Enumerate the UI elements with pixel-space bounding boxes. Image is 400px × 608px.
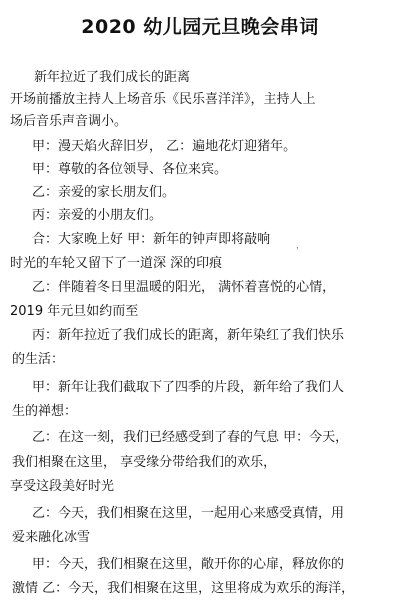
text-line: 时光的车轮又留下了一道深 深的印痕: [10, 256, 223, 271]
text-line: 激情 乙：今天，我们相聚在这里，这里将成为欢乐的海洋，: [12, 581, 355, 596]
text-line: 合：大家晚上好 甲：新年的钟声即将敲响: [32, 232, 271, 247]
text-line: 的生活：: [12, 352, 65, 367]
text-line: 甲：新年让我们截取下了四季的片段，新年给了我们人: [32, 380, 345, 395]
text-line: 丙：新年拉近了我们成长的距离，新年染红了我们快乐: [32, 328, 345, 343]
text-line: 乙：今天，我们相聚在这里，一起用心来感受真情，用: [32, 506, 345, 521]
text-line: 甲：尊敬的各位领导、各位来宾。: [32, 162, 228, 177]
text-line: 乙：亲爱的家长朋友们。: [32, 185, 176, 200]
stray-mark: ，: [296, 241, 306, 251]
text-line: 甲：今天，我们相聚在这里，敞开你的心扉，释放你的: [32, 557, 345, 572]
document-title: 2020 幼儿园元旦晚会串词: [81, 16, 319, 38]
text-line: 丙：亲爱的小朋友们。: [32, 208, 163, 223]
text-line: 生的禅想：: [12, 404, 78, 419]
text-line: 2019 年元旦如约而至: [10, 304, 139, 319]
text-line: 我们相聚在这里， 享受缘分带给我们的欢乐，: [12, 455, 277, 470]
text-line: 乙：伴随着冬日里温暖的阳光， 满怀着喜悦的心情，: [32, 280, 336, 295]
heading-line: 新年拉近了我们成长的距离: [34, 70, 191, 85]
text-line: 乙：在这一刻，我们已经感受到了春的气息 甲：今天，: [32, 430, 349, 445]
text-line: 开场前播放主持人上场音乐《民乐喜洋洋》，主持人上: [10, 92, 316, 107]
text-line: 场后音乐声音调小。: [10, 114, 128, 129]
text-line: 享受这段美好时光: [10, 479, 115, 494]
text-line: 爱来融化冰雪: [12, 530, 91, 545]
text-line: 甲：漫天焰火辞旧岁， 乙：遍地花灯迎猪年。: [32, 139, 297, 154]
